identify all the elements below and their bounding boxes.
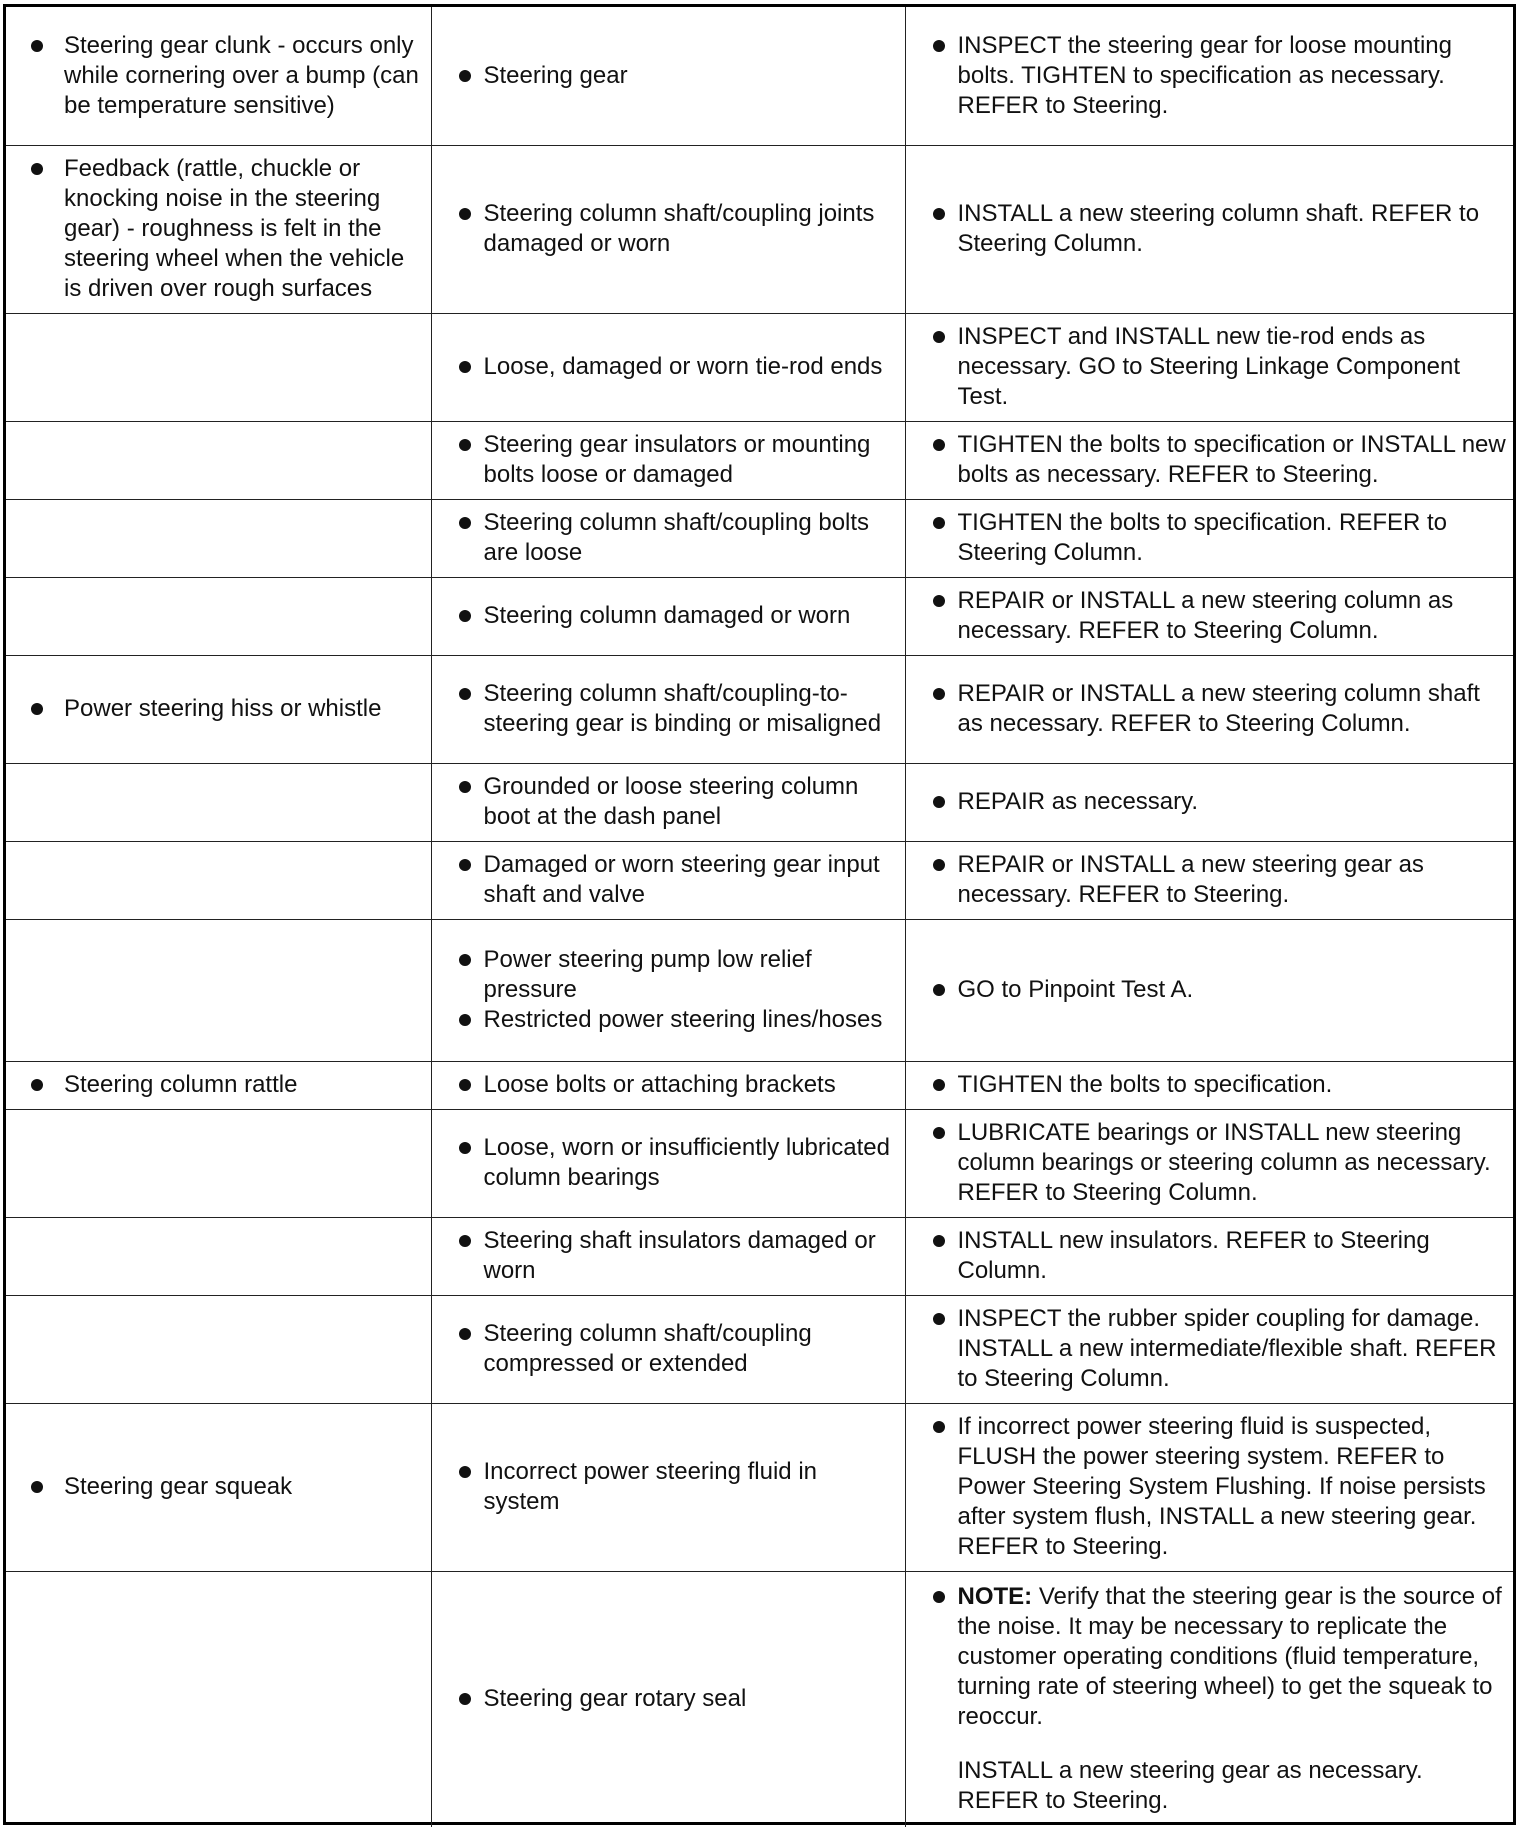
table-row <box>6 145 1513 313</box>
source-text: Steering column shaft/coupling bolts are loose <box>432 508 899 568</box>
action-text: INSPECT the rubber spider coupling for damage. INSTALL a new intermediate/flexible shaft. REFER to Steering Column. <box>906 1304 1508 1394</box>
action-text: GO to Pinpoint Test A. <box>906 975 1508 1005</box>
action-cell <box>905 313 1513 421</box>
symptom-text: Power steering hiss or whistle <box>6 694 425 724</box>
symptom-cell <box>6 577 431 655</box>
symptom-cell <box>6 499 431 577</box>
table-row <box>6 763 1513 841</box>
action-text: If incorrect power steering fluid is suspected, FLUSH the power steering system. REFER to Power Steering System Flushing. If noise persists after system flush, INSTALL a new steering gear. REFER to Steering. <box>906 1412 1508 1562</box>
symptom-cell <box>6 313 431 421</box>
source-text: Steering column shaft/coupling compressed or extended <box>432 1319 899 1379</box>
source-cell <box>431 1109 905 1217</box>
table-row <box>6 1403 1513 1571</box>
note-body: Verify that the steering gear is the source of the noise. It may be necessary to replicate the customer operating conditions (fluid temperature, turning rate of steering wheel) to get the squeak to reoccur. <box>957 1583 1502 1731</box>
source-cell <box>431 1061 905 1109</box>
symptom-text: Steering gear squeak <box>6 1472 425 1502</box>
source-cell <box>431 841 905 919</box>
source-cell <box>431 499 905 577</box>
action-cell <box>905 919 1513 1061</box>
action-cell <box>905 1217 1513 1295</box>
table-row <box>6 7 1513 145</box>
action-cell <box>905 145 1513 313</box>
action-cell <box>905 841 1513 919</box>
action-text: REPAIR or INSTALL a new steering column shaft as necessary. REFER to Steering Column. <box>906 679 1508 739</box>
symptom-text: Steering column rattle <box>6 1070 425 1100</box>
action-cell <box>905 655 1513 763</box>
source-cell <box>431 1295 905 1403</box>
symptom-cell <box>6 1571 431 1827</box>
source-cell <box>431 919 905 1061</box>
source-cell <box>431 655 905 763</box>
source-cell <box>431 577 905 655</box>
action-text: REPAIR as necessary. <box>906 787 1508 817</box>
source-text: Grounded or loose steering column boot at the dash panel <box>432 772 899 832</box>
action-cell <box>905 577 1513 655</box>
action-text: TIGHTEN the bolts to specification or INSTALL new bolts as necessary. REFER to Steering. <box>906 430 1508 490</box>
source-text: Steering column shaft/coupling joints damaged or worn <box>432 199 899 259</box>
note-text <box>906 1582 1508 1732</box>
source-text: Incorrect power steering fluid in system <box>432 1457 899 1517</box>
action-cell <box>905 7 1513 145</box>
symptom-cell <box>6 763 431 841</box>
source-text: Steering column damaged or worn <box>432 601 899 631</box>
action-text: TIGHTEN the bolts to specification. <box>906 1070 1508 1100</box>
table-row <box>6 1217 1513 1295</box>
symptom-cell <box>6 919 431 1061</box>
symptom-cell <box>6 1061 431 1109</box>
table-row <box>6 655 1513 763</box>
source-text: Power steering pump low relief pressure <box>432 945 899 1005</box>
source-cell <box>431 145 905 313</box>
source-cell <box>431 313 905 421</box>
symptom-cell <box>6 1295 431 1403</box>
table-row <box>6 1295 1513 1403</box>
table-row <box>6 577 1513 655</box>
symptom-cell <box>6 7 431 145</box>
source-text: Loose, damaged or worn tie-rod ends <box>432 352 899 382</box>
table-row <box>6 499 1513 577</box>
table-row <box>6 1571 1513 1827</box>
source-cell <box>431 1217 905 1295</box>
source-text: Steering shaft insulators damaged or worn <box>432 1226 899 1286</box>
source-text: Damaged or worn steering gear input shaft and valve <box>432 850 899 910</box>
source-text: Steering gear <box>432 61 899 91</box>
action-text: INSPECT the steering gear for loose mounting bolts. TIGHTEN to specification as necessary. REFER to Steering. <box>906 31 1508 121</box>
source-cell <box>431 7 905 145</box>
action-text: INSTALL new insulators. REFER to Steering Column. <box>906 1226 1508 1286</box>
table-row <box>6 313 1513 421</box>
source-cell <box>431 1571 905 1827</box>
source-text: Loose bolts or attaching brackets <box>432 1070 899 1100</box>
source-text: Steering column shaft/coupling-to-steering gear is binding or misaligned <box>432 679 899 739</box>
action-text: REPAIR or INSTALL a new steering gear as necessary. REFER to Steering. <box>906 850 1508 910</box>
action-cell <box>905 763 1513 841</box>
source-text: Loose, worn or insufficiently lubricated column bearings <box>432 1133 899 1193</box>
symptom-text: Steering gear clunk - occurs only while cornering over a bump (can be temperature sensitive) <box>6 31 425 121</box>
source-cell <box>431 1403 905 1571</box>
action-text: INSPECT and INSTALL new tie-rod ends as necessary. GO to Steering Linkage Component Test. <box>906 322 1508 412</box>
source-cell <box>431 763 905 841</box>
symptom-cell <box>6 145 431 313</box>
symptom-cell <box>6 841 431 919</box>
table-row <box>6 1109 1513 1217</box>
action-cell <box>905 499 1513 577</box>
action-cell <box>905 1061 1513 1109</box>
action-cell <box>905 1295 1513 1403</box>
symptom-cell <box>6 1217 431 1295</box>
table-row <box>6 421 1513 499</box>
action-text: TIGHTEN the bolts to specification. REFER to Steering Column. <box>906 508 1508 568</box>
symptom-cell <box>6 655 431 763</box>
action-cell <box>905 421 1513 499</box>
table-row <box>6 919 1513 1061</box>
action-cell <box>905 1403 1513 1571</box>
action-text: REPAIR or INSTALL a new steering column as necessary. REFER to Steering Column. <box>906 586 1508 646</box>
symptom-chart-table <box>6 7 1513 1827</box>
source-text-2: Restricted power steering lines/hoses <box>432 1005 899 1035</box>
source-cell <box>431 421 905 499</box>
table-row <box>6 841 1513 919</box>
action-cell <box>905 1109 1513 1217</box>
action-cell <box>905 1571 1513 1827</box>
symptom-cell <box>6 1109 431 1217</box>
source-text: Steering gear rotary seal <box>432 1684 899 1714</box>
note-label: NOTE: <box>957 1583 1033 1611</box>
action-text-2: INSTALL a new steering gear as necessary. REFER to Steering. <box>957 1757 1423 1815</box>
troubleshooting-table-frame <box>3 4 1516 1825</box>
symptom-cell <box>6 1403 431 1571</box>
source-text: Steering gear insulators or mounting bolts loose or damaged <box>432 430 899 490</box>
action-text: INSTALL a new steering column shaft. REFER to Steering Column. <box>906 199 1508 259</box>
symptom-text: Feedback (rattle, chuckle or knocking noise in the steering gear) - roughness is felt in the steering wheel when the vehicle is driven over rough surfaces <box>6 154 425 304</box>
table-row <box>6 1061 1513 1109</box>
symptom-cell <box>6 421 431 499</box>
action-text: LUBRICATE bearings or INSTALL new steering column bearings or steering column as necessary. REFER to Steering Column. <box>906 1118 1508 1208</box>
